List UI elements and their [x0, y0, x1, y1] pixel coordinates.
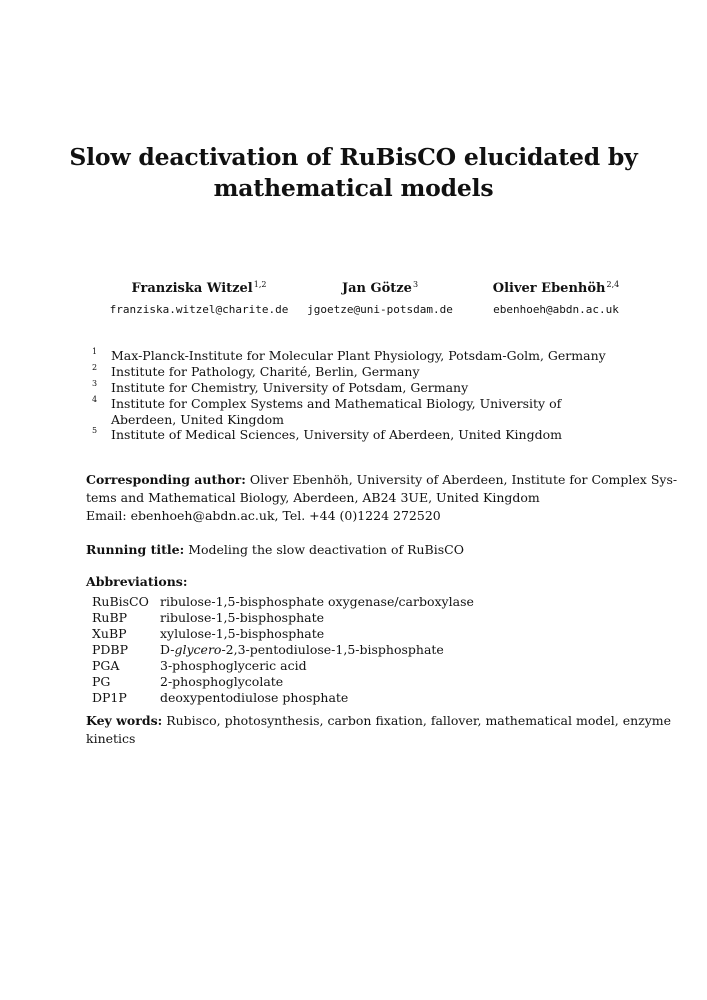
- affiliation-number: 5: [92, 426, 98, 435]
- corresponding-author-contact: Email: ebenhoeh@abdn.ac.uk, Tel. +44 (0)1224 272520: [86, 508, 441, 523]
- author-name: Jan Götze$^3$: [341, 280, 419, 296]
- corresponding-author: [86, 471, 678, 525]
- affiliation-number: 3: [92, 379, 98, 388]
- author-name: Franziska Witzel$^{1,2}$: [131, 280, 267, 296]
- running-title: [86, 541, 628, 559]
- author-email: franziska.witzel@charite.de: [109, 303, 289, 316]
- abbreviation-term: DP1P: [92, 690, 127, 705]
- author-affiliation-marker: 3: [412, 280, 419, 289]
- abbreviation-definition: ribulose-1,5-bisphosphate oxygenase/carboxylase: [160, 594, 474, 609]
- author-block: [88, 280, 310, 316]
- affiliation-text: Institute of Medical Sciences, University of Aberdeen, United Kingdom: [111, 427, 562, 442]
- keywords: [86, 712, 672, 748]
- author-affiliation-marker: 1,2: [253, 280, 267, 289]
- abbreviation-definition: deoxypentodiulose phosphate: [160, 690, 349, 705]
- title-line-2: mathematical models: [213, 174, 494, 202]
- abbreviation-term: RuBP: [92, 610, 128, 625]
- author-block: [450, 280, 662, 316]
- affiliation-text: Max-Planck-Institute for Molecular Plant Physiology, Potsdam-Golm, Germany: [111, 348, 606, 363]
- affiliation-text: Institute for Pathology, Charité, Berlin, Germany: [111, 364, 420, 379]
- author-email: jgoetze@uni-potsdam.de: [307, 303, 453, 316]
- abbreviations-heading: Abbreviations:: [86, 574, 188, 589]
- paper-title: [60, 142, 647, 204]
- corresponding-author-line-1: Oliver Ebenhöh, University of Aberdeen, Institute for Complex Sys-: [249, 472, 678, 487]
- abbreviation-definition: ribulose-1,5-bisphosphate: [160, 610, 325, 625]
- abbreviation-term: PDBP: [92, 642, 129, 657]
- affiliation-number: 4: [92, 395, 98, 404]
- affiliation-text: Institute for Complex Systems and Mathematical Biology, University of Aberdeen, United Kingdom: [111, 396, 562, 427]
- author-block: [300, 280, 460, 316]
- affiliation-number: 2: [92, 363, 98, 372]
- affiliation-text: Institute for Chemistry, University of Potsdam, Germany: [111, 380, 469, 395]
- abbreviation-definition: D-glycero-2,3-pentodiulose-1,5-bisphosphate: [160, 642, 444, 657]
- abbreviation-term: PGA: [92, 658, 120, 673]
- keywords-label: Key words:: [86, 713, 163, 728]
- author-email: ebenhoeh@abdn.ac.uk: [493, 303, 619, 316]
- author-name: Oliver Ebenhöh$^{2,4}$: [492, 280, 620, 296]
- author-affiliation-marker: 2,4: [606, 280, 620, 289]
- keywords-line-1: Rubisco, photosynthesis, carbon fixation, fallover, mathematical model, enzyme: [166, 713, 672, 728]
- abbreviation-term: XuBP: [92, 626, 127, 641]
- running-title-text: Modeling the slow deactivation of RuBisCO: [188, 542, 464, 557]
- abbreviation-definition: 2-phosphoglycolate: [160, 674, 284, 689]
- abbreviation-term: PG: [92, 674, 111, 689]
- title-line-1: Slow deactivation of RuBisCO elucidated by: [69, 143, 638, 171]
- running-title-label: Running title:: [86, 542, 185, 557]
- abbreviation-definition: xylulose-1,5-bisphosphate: [160, 626, 325, 641]
- corresponding-author-label: Corresponding author:: [86, 472, 246, 487]
- abbreviation-definition: 3-phosphoglyceric acid: [160, 658, 307, 673]
- affiliation-number: 1: [92, 347, 98, 356]
- corresponding-author-line-2: tems and Mathematical Biology, Aberdeen, AB24 3UE, United Kingdom: [86, 490, 540, 505]
- abbreviation-term: RuBisCO: [92, 594, 149, 609]
- keywords-line-2: kinetics: [86, 731, 136, 746]
